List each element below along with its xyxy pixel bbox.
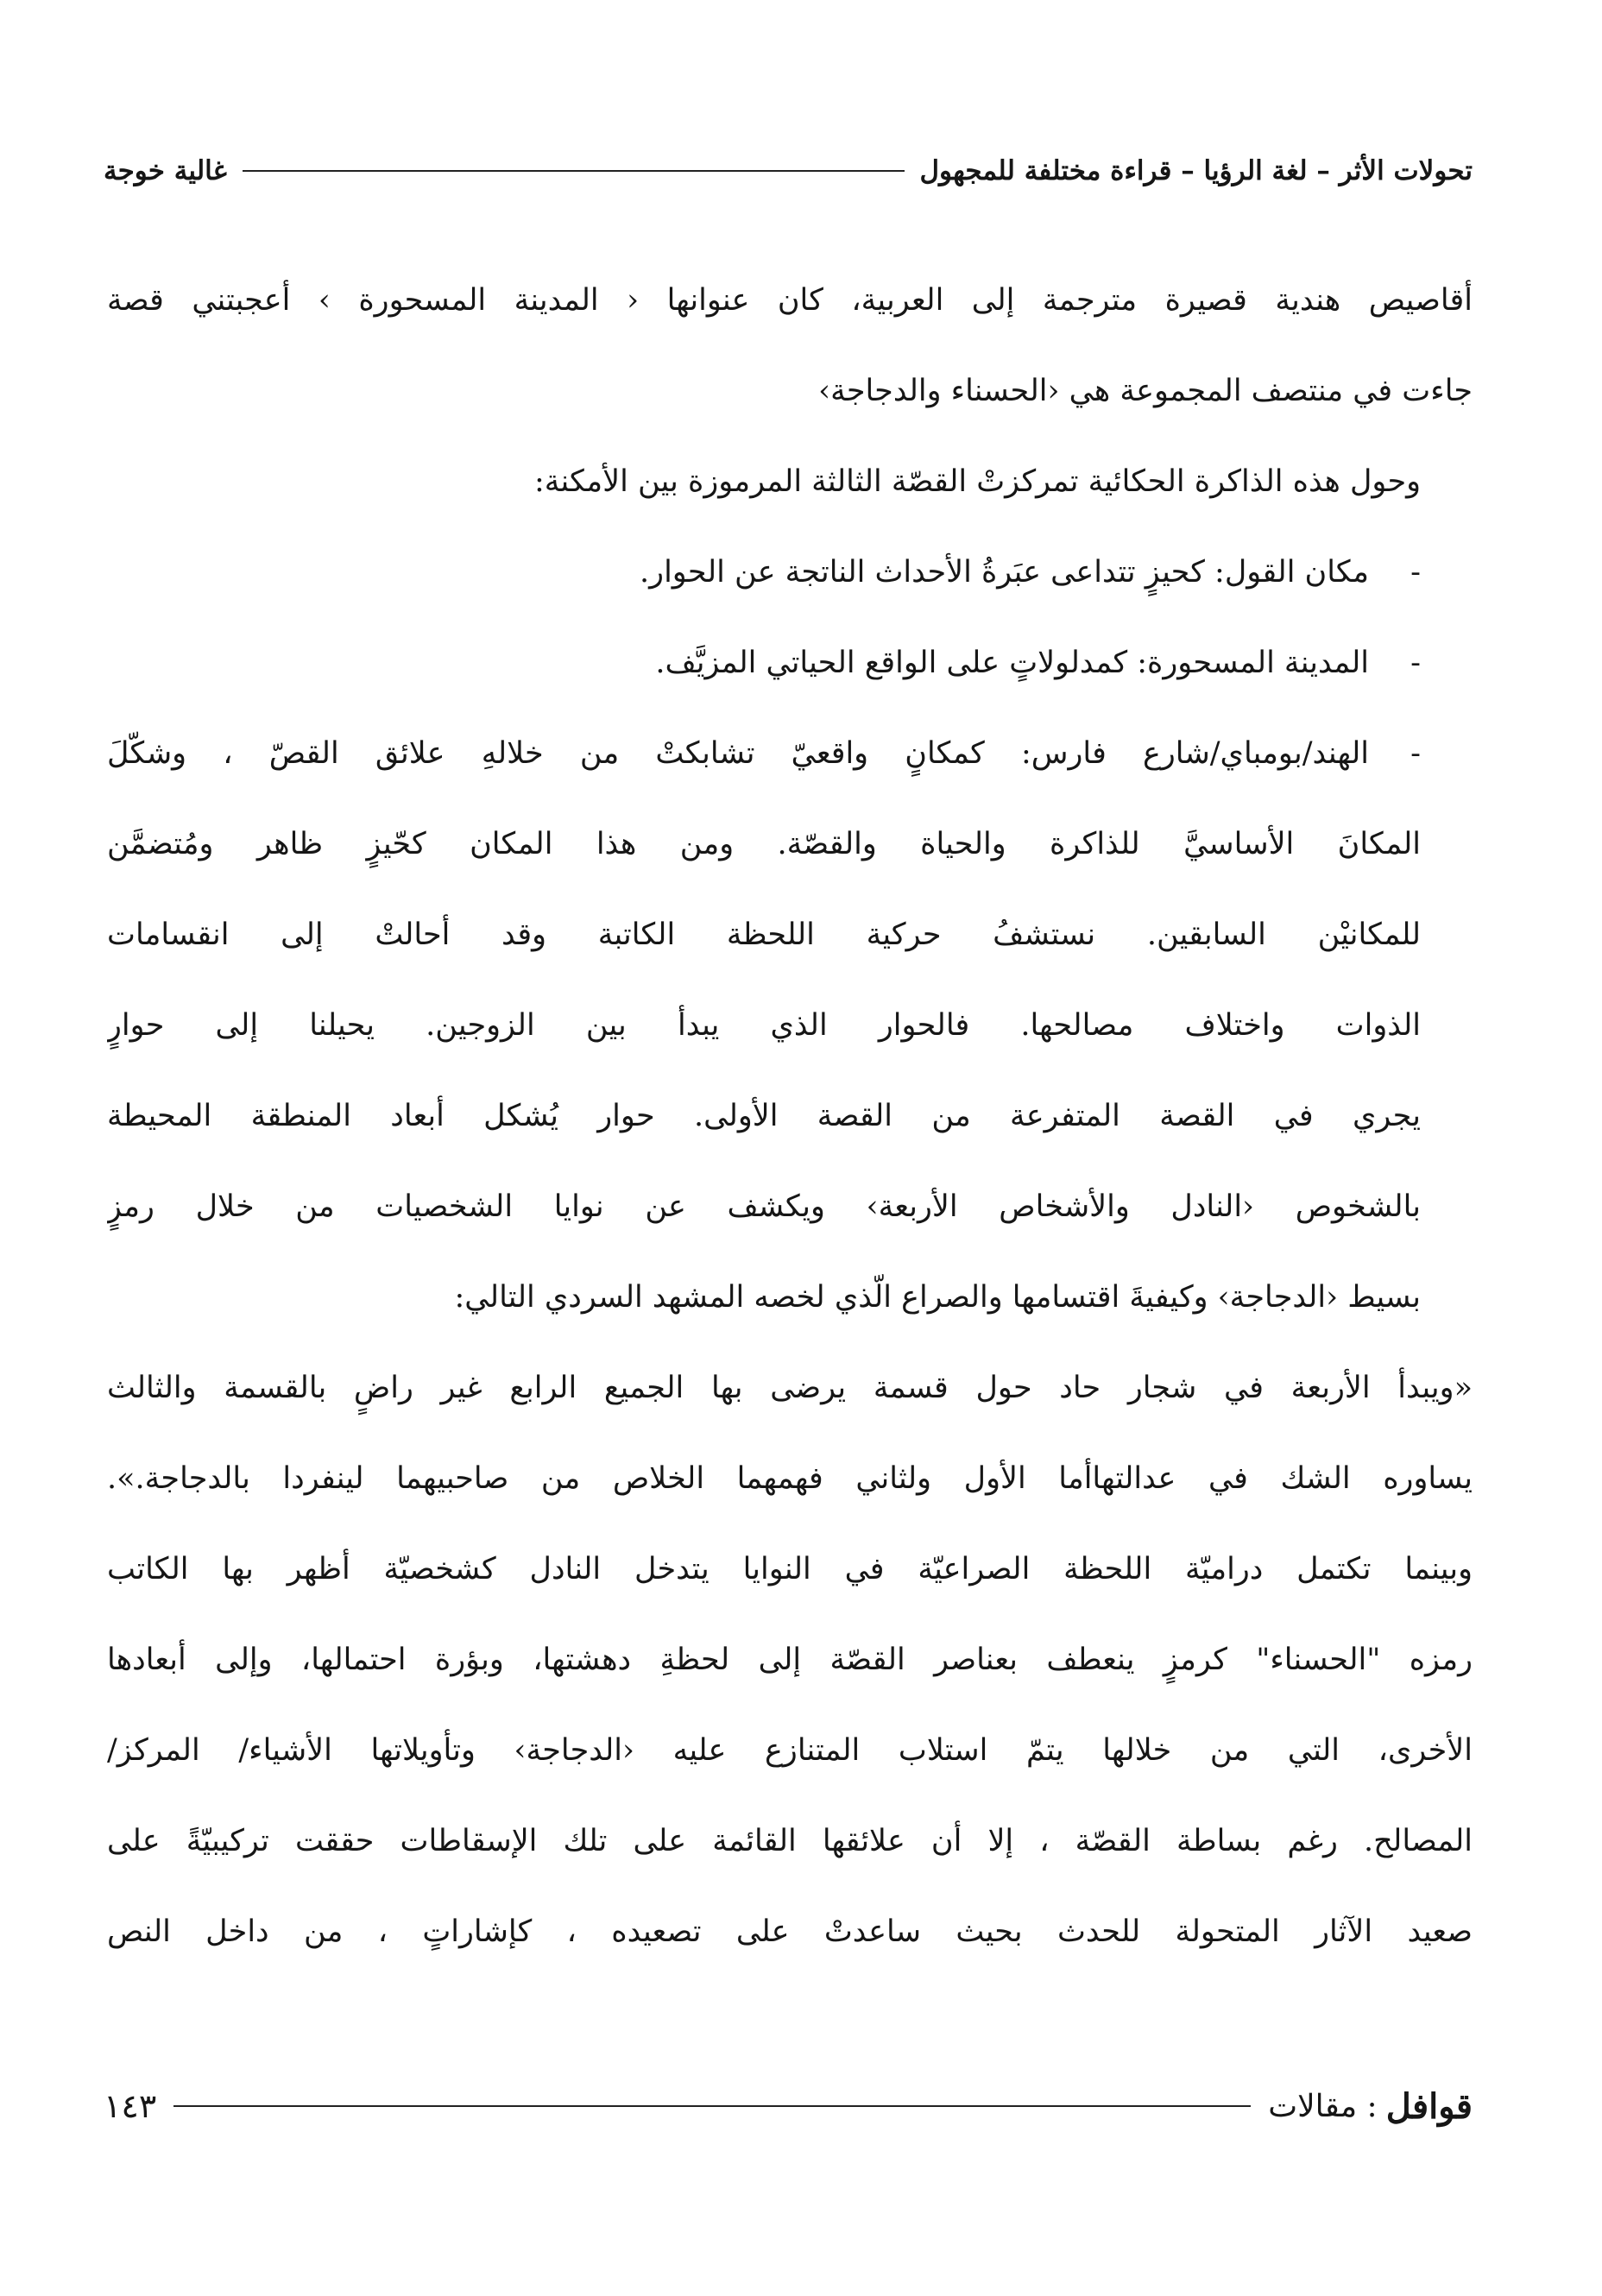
bullet-text: الهند/بومباي/شارع فارس: كمكانٍ واقعيّ تشابكتْ من خلالهِ علائق القصّ ، وشكّلَ xyxy=(107,736,1369,771)
header-author: غالية خوجة xyxy=(104,155,227,186)
header-rule xyxy=(243,170,905,172)
quote-line: يساوره الشك في عدالتهاأما الأول ولثاني فهمهما الخلاص من صاحبيهما لينفردا بالدجاجة.». xyxy=(107,1461,1473,1496)
body-text xyxy=(107,255,1473,1977)
text-line: وحول هذه الذاكرة الحكائية تمركزتْ القصّة الثالثة المرموزة بين الأمكنة: xyxy=(533,464,1421,499)
text-line: صعيد الآثار المتحولة للحدث بحيث ساعدتْ على تصعيده ، كإشاراتٍ ، من داخل النص xyxy=(107,1914,1473,1949)
bullet-dash: - xyxy=(1410,736,1421,771)
text-line: الأخرى، التي من خلالها يتمّ استلاب المتنازع عليه ‹الدجاجة› وتأويلاتها الأشياء/ المركز/ xyxy=(107,1733,1473,1768)
footer-section: : مقالات xyxy=(1268,2088,1378,2124)
bullet-dash: - xyxy=(1410,646,1421,680)
bullet-item xyxy=(107,709,1473,799)
text-line: جاءت في منتصف المجموعة هي ‹الحسناء والدجاجة› xyxy=(818,374,1473,408)
bullet-item xyxy=(107,527,1473,618)
quote-line: «ويبدأ الأربعة في شجار حاد حول قسمة يرضى بها الجميع الرابع غير راضٍ بالقسمة والثالث xyxy=(107,1371,1473,1405)
bullet-text: مكان القول: كحيزٍ تتداعى عبَرةُ الأحداث الناتجة عن الحوار. xyxy=(640,555,1369,590)
text-line: المكانَ الأساسيَّ للذاكرة والحياة والقصّة. ومن هذا المكان كحّيزٍ ظاهر ومُتضمَّن xyxy=(107,827,1421,861)
running-header xyxy=(104,145,1473,197)
text-line: بسيط ‹الدجاجة› وكيفيةَ اقتسامها والصراع الّذي لخصه المشهد السردي التالي: xyxy=(454,1280,1421,1315)
text-line: وبينما تكتمل دراميّة اللحظة الصراعيّة في النوايا يتدخل النادل كشخصيّة أظهر بها الكاتب xyxy=(107,1552,1473,1586)
page-number: ١٤٣ xyxy=(104,2087,157,2125)
footer-journal: قوافل xyxy=(1385,2085,1473,2127)
text-line: يجري في القصة المتفرعة من القصة الأولى. حوار يُشكل أبعاد المنطقة المحيطة xyxy=(107,1099,1421,1133)
text-line: الذوات واختلاف مصالحها. فالحوار الذي يبدأ بين الزوجين. يحيلنا إلى حوارٍ xyxy=(107,1008,1421,1043)
text-line: أقاصيص هندية قصيرة مترجمة إلى العربية، كان عنوانها ‹ المدينة المسحورة › أعجبتني قصة xyxy=(107,283,1473,318)
page-footer xyxy=(104,2072,1473,2141)
bullet-dash: - xyxy=(1410,555,1421,590)
text-line: رمزه "الحسناء" كرمزٍ ينعطف بعناصر القصّة إلى لحظةِ دهشتها، وبؤرة احتمالها، وإلى أبعادها xyxy=(107,1643,1473,1677)
bullet-text: المدينة المسحورة: كمدلولاتٍ على الواقع الحياتي المزيَّف. xyxy=(655,646,1369,680)
footer-rule xyxy=(173,2105,1251,2107)
bullet-item xyxy=(107,618,1473,709)
text-line: بالشخوص ‹النادل والأشخاص الأربعة› ويكشف عن نوايا الشخصيات من خلال رمزٍ xyxy=(107,1189,1421,1224)
header-title: تحولات الأثر – لغة الرؤيا – قراءة مختلفة للمجهول xyxy=(919,155,1473,186)
text-line: للمكانيْن السابقين. نستشفُ حركية اللحظة الكاتبة وقد أحالتْ إلى انقسامات xyxy=(107,918,1421,952)
text-line: المصالح. رغم بساطة القصّة ، إلا أن علائقها القائمة على تلك الإسقاطات حققت تركيبيّةً على xyxy=(107,1824,1473,1858)
